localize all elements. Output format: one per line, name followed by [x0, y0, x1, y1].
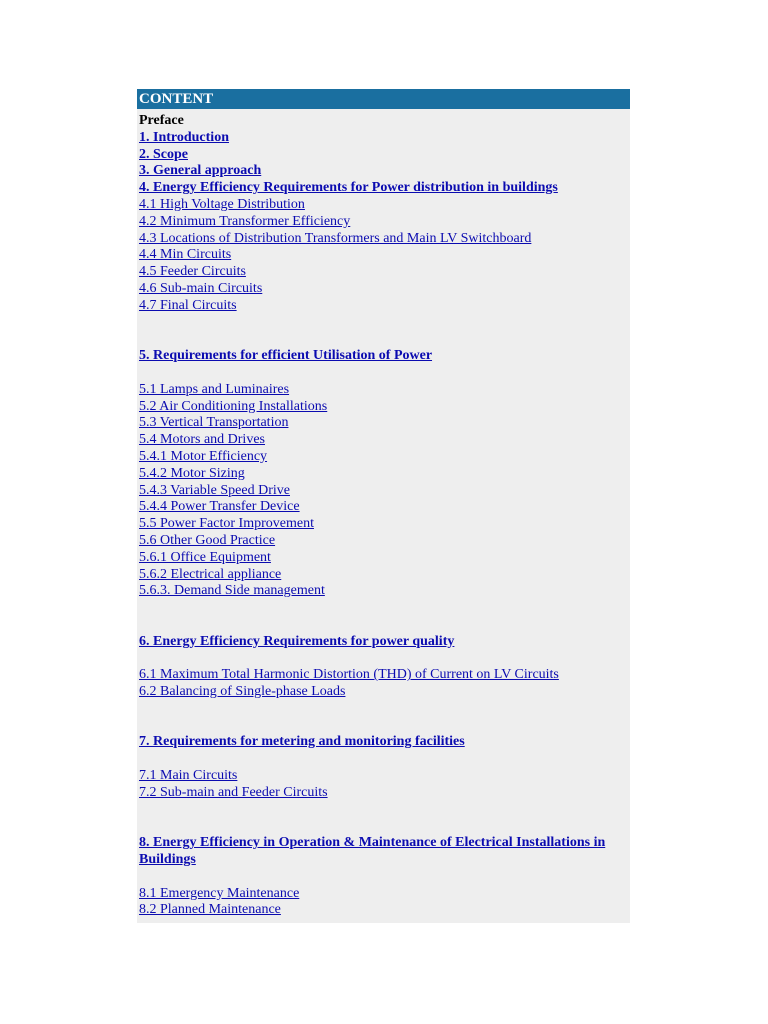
section-5-item-link[interactable]: 5.4.4 Power Transfer Device: [139, 499, 300, 515]
toc-body: [137, 109, 630, 923]
section-7-item-link[interactable]: 7.2 Sub-main and Feeder Circuits: [139, 784, 328, 800]
spacer: [139, 701, 630, 735]
section-5-item-link[interactable]: 5.6 Other Good Practice: [139, 532, 276, 548]
toc-link-general-approach[interactable]: 3. General approach: [139, 163, 262, 179]
section-4-item-link[interactable]: 4.7 Final Circuits: [139, 297, 237, 313]
section-5-item-link[interactable]: 5.6.3. Demand Side management: [139, 583, 325, 599]
section-5-item-link[interactable]: 5.6.1 Office Equipment: [139, 549, 271, 565]
spacer: [139, 600, 630, 634]
section-5-item-link[interactable]: 5.4.1 Motor Efficiency: [139, 448, 268, 464]
spacer: [139, 869, 630, 886]
toc-link-section-6[interactable]: 6. Energy Efficiency Requirements for power quality: [139, 633, 455, 649]
section-6-item-link[interactable]: 6.1 Maximum Total Harmonic Distortion (THD) of Current on LV Circuits: [139, 667, 559, 683]
section-5-item-link[interactable]: 5.4.2 Motor Sizing: [139, 465, 245, 481]
section-5-item-link[interactable]: 5.4 Motors and Drives: [139, 432, 265, 448]
section-4-list: [139, 197, 630, 315]
section-4-item-link[interactable]: 4.5 Feeder Circuits: [139, 264, 246, 280]
toc-link-section-5[interactable]: 5. Requirements for efficient Utilisation of Power: [139, 348, 433, 364]
section-4-item-link[interactable]: 4.3 Locations of Distribution Transformers and Main LV Switchboard: [139, 230, 532, 246]
section-6-list: [139, 667, 630, 701]
section-4-item-link[interactable]: 4.1 High Voltage Distribution: [139, 196, 305, 212]
section-5-item-link[interactable]: 5.3 Vertical Transportation: [139, 415, 289, 431]
toc-link-section-4[interactable]: 4. Energy Efficiency Requirements for Power distribution in buildings: [139, 180, 558, 196]
section-6-item-link[interactable]: 6.2 Balancing of Single-phase Loads: [139, 684, 346, 700]
section-5-item-link[interactable]: 5.4.3 Variable Speed Drive: [139, 482, 290, 498]
toc-link-section-7[interactable]: 7. Requirements for metering and monitoring facilities: [139, 734, 465, 750]
table-of-contents: [137, 89, 630, 923]
section-5-item-link[interactable]: 5.5 Power Factor Improvement: [139, 516, 314, 532]
section-4-item-link[interactable]: 4.6 Sub-main Circuits: [139, 280, 263, 296]
section-5-item-link[interactable]: 5.2 Air Conditioning Installations: [139, 398, 328, 414]
spacer: [139, 651, 630, 668]
toc-link-scope[interactable]: 2. Scope: [139, 146, 188, 162]
spacer: [139, 365, 630, 382]
spacer: [139, 802, 630, 836]
section-5-item-link[interactable]: 5.6.2 Electrical appliance: [139, 566, 282, 582]
section-8-item-link[interactable]: 8.2 Planned Maintenance: [139, 902, 281, 918]
section-5-list: [139, 382, 630, 600]
spacer: [139, 315, 630, 349]
section-8-list: [139, 886, 630, 920]
section-5-item-link[interactable]: 5.1 Lamps and Luminaires: [139, 381, 290, 397]
section-7-item-link[interactable]: 7.1 Main Circuits: [139, 768, 238, 784]
spacer: [139, 751, 630, 768]
preface-label: Preface: [139, 113, 184, 128]
section-4-item-link[interactable]: 4.4 Min Circuits: [139, 247, 232, 263]
section-7-list: [139, 768, 630, 802]
toc-link-introduction[interactable]: 1. Introduction: [139, 129, 229, 145]
section-8-item-link[interactable]: 8.1 Emergency Maintenance: [139, 885, 300, 901]
section-4-item-link[interactable]: 4.2 Minimum Transformer Efficiency: [139, 213, 351, 229]
toc-header: CONTENT: [137, 89, 630, 109]
toc-link-section-8[interactable]: 8. Energy Efficiency in Operation & Maintenance of Electrical Installations in Buildings: [139, 835, 606, 868]
